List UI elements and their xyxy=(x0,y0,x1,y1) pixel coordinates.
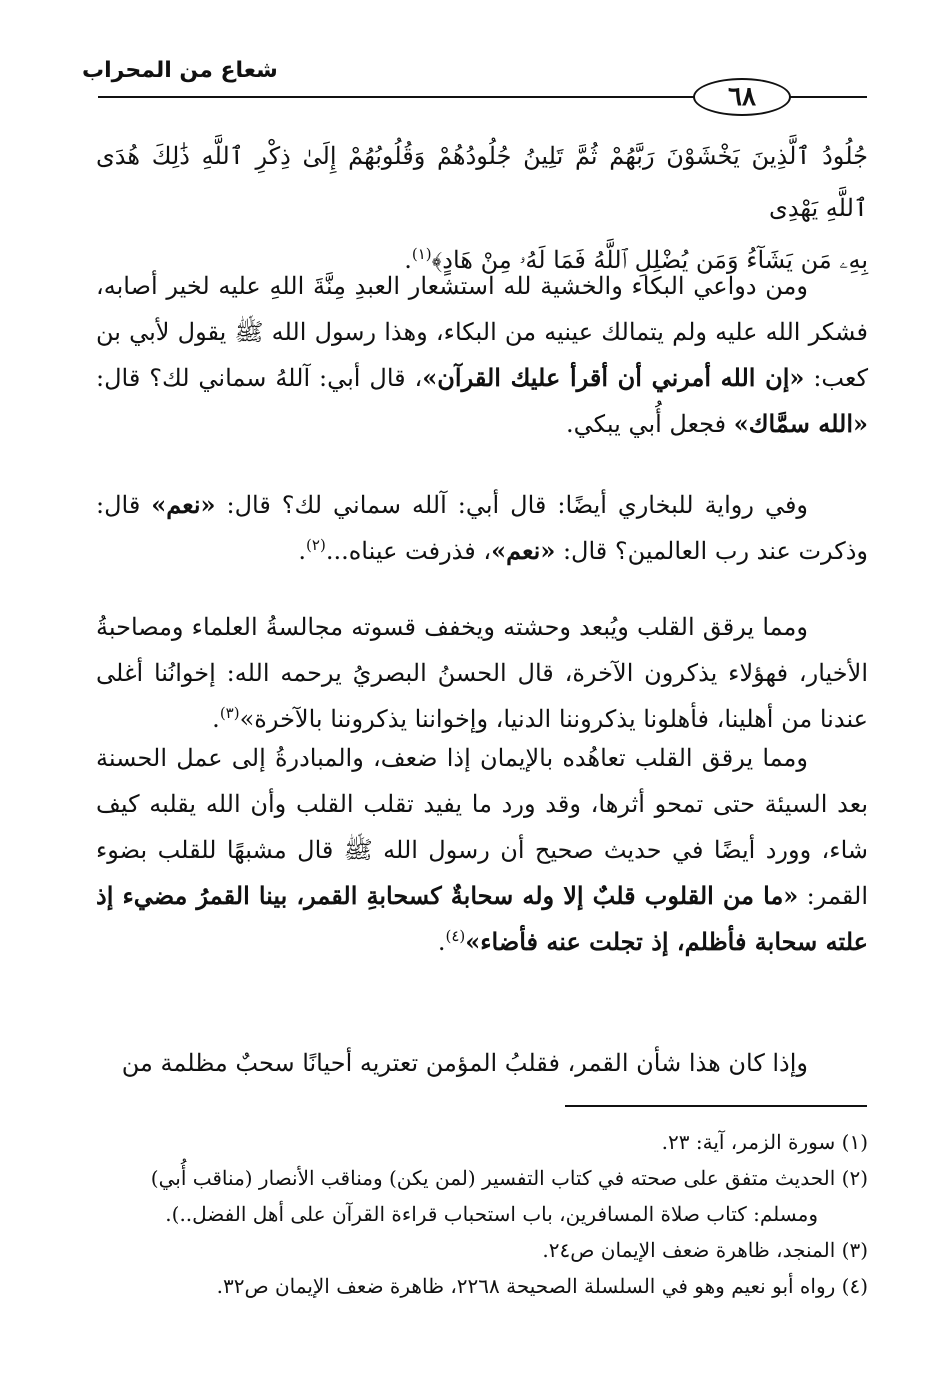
hadith-quote: «الله سمَّاك» xyxy=(733,409,868,438)
text-run: وإذا كان هذا شأن القمر، فقلبُ المؤمن تعتريه أحيانًا سحبٌ مظلمة من xyxy=(121,1049,808,1077)
footnote: (٣) المنجد، ظاهرة ضعف الإيمان ص٢٤. xyxy=(542,1238,868,1262)
quran-line xyxy=(96,130,868,234)
footnote: (١) سورة الزمر، آية: ٢٣. xyxy=(661,1130,868,1154)
text-run: ، قال أبي: آللهُ سماني لك؟ قال: xyxy=(96,364,423,392)
paragraph xyxy=(96,1040,868,1086)
text-run: ومن دواعي البكاء والخشية لله استشعار العبدِ مِنَّةَ اللهِ عليه لخير أصابه، فشكر الله عليه ولم يتمالك عينيه من البكاء، وهذا رسول الله ﷺ يقول لأبي بن كعب: xyxy=(96,272,868,392)
paragraph xyxy=(96,482,868,574)
period: . xyxy=(298,537,307,565)
footnote-ref: (٣) xyxy=(219,704,240,722)
page-number: ٦٨ xyxy=(693,78,791,116)
hadith-quote: «ما من القلوب قلبٌ إلا وله سحابةٌ كسحابةِ القمر، بينا القمرُ مضيء إذ علته سحابة فأظلم، إذ تجلت عنه فأضاء» xyxy=(96,881,868,956)
quran-text: بِهِۦ مَن يَشَآءُ وَمَن يُضْلِلِ ٱللَّهُ فَمَا لَهُۥ مِنْ هَادٍ﴾ xyxy=(431,246,868,274)
paragraph xyxy=(96,604,868,742)
footnote-separator xyxy=(565,1105,867,1107)
paragraph-text xyxy=(96,482,868,574)
footnote: (٤) رواه أبو نعيم وهو في السلسلة الصحيحة ٢٢٦٨، ظاهرة ضعف الإيمان ص٣٢. xyxy=(216,1274,868,1298)
paragraph xyxy=(96,735,868,965)
text-run: وفي رواية للبخاري أيضًا: قال أبي: آلله سماني لك؟ قال: xyxy=(215,491,809,519)
period: . xyxy=(404,246,412,274)
footnote: (٢) الحديث متفق على صحته في كتاب التفسير (لمن يكن) ومناقب الأنصار (مناقب أُبي) xyxy=(150,1166,868,1190)
period: . xyxy=(212,705,220,733)
paragraph xyxy=(96,263,868,447)
hadith-quote: «نعم» xyxy=(151,490,216,519)
paragraph-text xyxy=(96,263,868,447)
book-title: شعاع من المحراب xyxy=(82,58,278,83)
footnote-continuation: ومسلم: كتاب صلاة المسافرين، باب استحباب قراءة القرآن على أهل الفضل..). xyxy=(165,1202,818,1226)
paragraph-text xyxy=(96,1040,868,1086)
hadith-quote: «نعم» xyxy=(491,536,556,565)
hadith-quote: «إن الله أمرني أن أقرأ عليك القرآن» xyxy=(422,363,805,392)
text-run: ومما يرقق القلب ويُبعد وحشته ويخفف قسوته مجالسةُ العلماء ومصاحبةُ الأخيار، فهؤلاء يذكرون الآخرة، قال الحسنُ البصريُ يرحمه الله: إخوانُنا أغلى عندنا من أهلينا، فأهلونا يذكروننا الدنيا، وإخواننا يذكروننا بالآخرة» xyxy=(96,613,868,733)
header-rule-left xyxy=(98,96,695,98)
footnotes xyxy=(96,1124,868,1304)
period: . xyxy=(437,928,446,956)
text-run: ومما يرقق القلب تعاهُده بالإيمان إذا ضعف، والمبادرةُ إلى عمل الحسنة بعد السيئة حتى تمحو أثرها، وقد ورد ما يفيد تقلب القلب وأن الله يقلبه كيف شاء، وورد أيضًا في حديث صحيح أن رسول الله ﷺ قال مشبهًا للقلب بضوء القمر: xyxy=(96,744,869,910)
footnote-ref: (١) xyxy=(411,245,432,263)
paragraph-text xyxy=(96,604,868,742)
footnote-ref: (٢) xyxy=(306,536,326,554)
text-run: فجعل أُبي يبكي. xyxy=(566,410,734,438)
paragraph-text xyxy=(96,735,868,965)
footnote-ref: (٤) xyxy=(445,927,466,945)
header-rule-right xyxy=(790,96,867,98)
text-run: قال: وذكرت عند رب العالمين؟ قال: xyxy=(96,491,868,565)
text-run: ، فذرفت عيناه... xyxy=(325,537,492,565)
quran-text: جُلُودُ ٱلَّذِينَ يَخْشَوْنَ رَبَّهُمْ ثُمَّ تَلِينُ جُلُودُهُمْ وَقُلُوبُهُمْ إِلَىٰ ذِكْرِ ٱللَّهِ ذَٰلِكَ هُدَى ٱللَّهِ يَهْدِى xyxy=(96,142,868,222)
